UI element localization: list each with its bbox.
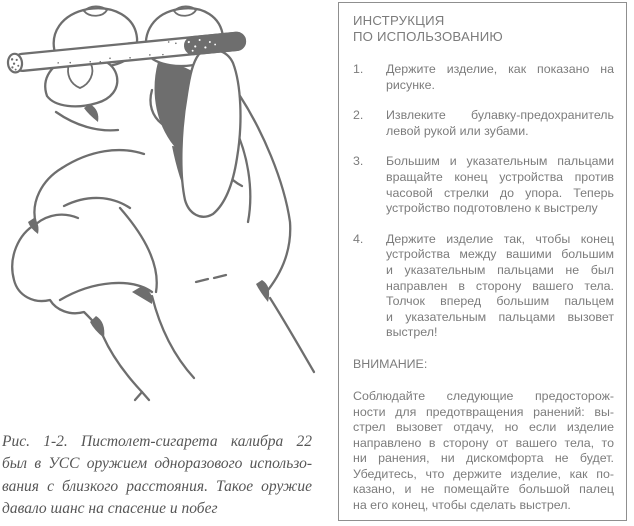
caption-line: давало шанс на спасение и побег <box>2 500 218 518</box>
warning-label: ВНИМАНИЕ: <box>353 356 428 371</box>
item-line: устройства между вашими большим <box>386 247 614 262</box>
item-line: Держите изделие так, чтобы конец <box>386 231 614 246</box>
item-text <box>386 232 614 341</box>
warning-line: ности для предотвращения ранений: вы- <box>353 404 614 419</box>
item-line: Держите изделие, как показано на <box>386 62 614 76</box>
hand-illustration <box>0 0 332 432</box>
item-line: и указательным пальцами вызовет <box>386 309 614 324</box>
warning-line: на его конец, чтобы сделать выстрел. <box>353 498 571 513</box>
instruction-item <box>353 62 614 93</box>
item-line: часовой стрелки до упора. Теперь <box>386 185 614 200</box>
item-text <box>386 154 614 216</box>
item-line: Толчок вперед большим пальцем <box>386 294 614 309</box>
item-line: устройство подготовлено к выстрелу <box>386 201 598 216</box>
item-number: 3. <box>353 154 364 169</box>
figure-caption <box>2 431 312 521</box>
instructions-panel <box>338 2 627 521</box>
instruction-item <box>353 108 614 139</box>
item-line: Извлеките булавку-предохранитель <box>386 108 614 123</box>
item-line: выстрел! <box>386 325 438 340</box>
figure-panel <box>0 0 332 432</box>
warning-line: Убедитесь, что держите изделие, как по- <box>353 466 614 481</box>
caption-line: был в УСС оружием одноразового использо- <box>2 455 312 473</box>
warning-paragraph <box>353 389 614 514</box>
caption-line: вания с близкого расстояния. Такое оружие <box>2 477 312 495</box>
instruction-item <box>353 232 614 341</box>
warning-line: казано, и не помещайте большой палец <box>353 482 614 497</box>
item-text <box>386 108 614 139</box>
instructions-title-line: ИНСТРУКЦИЯ <box>353 13 445 28</box>
item-line: направлен в сторону вашего тела. <box>386 278 614 293</box>
warning-line: стрел вызовет отдачу, но если изделие <box>353 420 614 435</box>
warning-line: ни ранения, ни дискомфорта не будет. <box>353 451 614 466</box>
item-line: рисунке. <box>386 77 435 92</box>
item-text <box>386 62 614 93</box>
item-number: 2. <box>353 108 364 123</box>
item-number: 4. <box>353 231 364 246</box>
instructions-title-line: ПО ИСПОЛЬЗОВАНИЮ <box>353 29 503 44</box>
instructions-title <box>353 13 614 45</box>
item-line: левой рукой или зубами. <box>386 123 529 138</box>
item-number: 1. <box>353 62 364 76</box>
warning-line: направлено в сторону от вашего тела, то <box>353 435 614 450</box>
warning-line: Соблюдайте следующие предосторож- <box>353 388 614 403</box>
item-line: и указательным пальцами не был <box>386 262 614 277</box>
item-line: Большим и указательным пальцами <box>386 154 614 169</box>
item-line: вращайте конец устройства против <box>386 169 614 184</box>
instruction-item <box>353 154 614 216</box>
caption-line: Рис. 1-2. Пистолет-сигарета калибра 22 <box>2 433 312 450</box>
